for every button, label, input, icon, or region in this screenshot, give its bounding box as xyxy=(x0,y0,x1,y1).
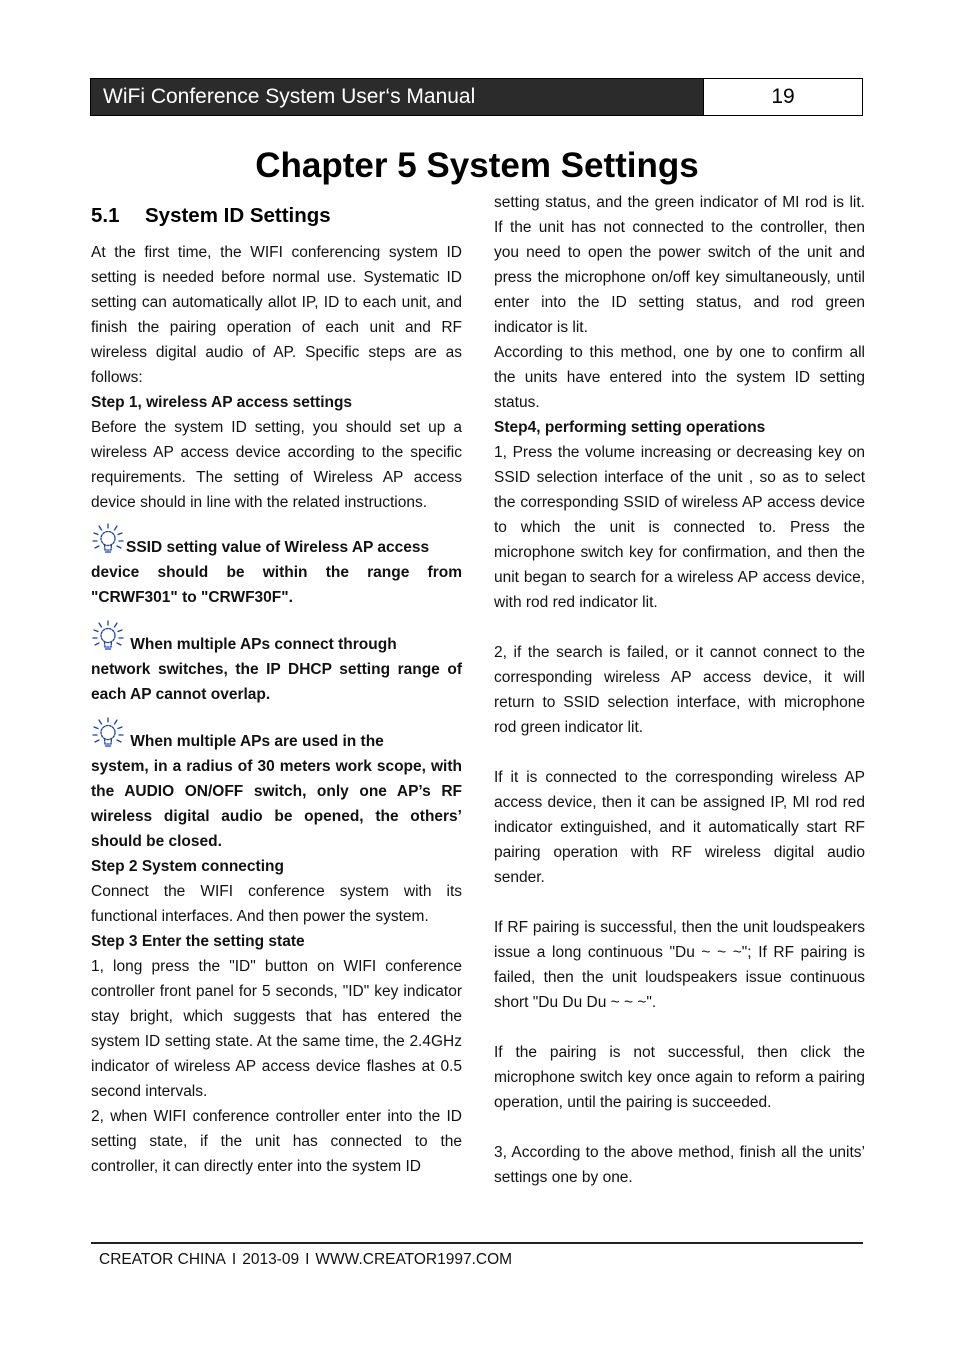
step4-paragraph-6: 3, According to the above method, finish all the units’ settings one by one. xyxy=(494,1144,865,1186)
step1-heading: Step 1, wireless AP access settings xyxy=(91,394,353,411)
paragraph-spacer xyxy=(494,1115,865,1140)
intro-paragraph: At the first time, the WIFI conferencing system ID setting is needed before normal use. Systematic ID setting can automatically allot IP, ID to each unit, and finish the pairing operation of each unit and RF wireless digital audio of AP. Specific steps are as follows: xyxy=(91,244,462,386)
lightbulb-tip-icon xyxy=(91,620,125,652)
step2-heading: Step 2 System connecting xyxy=(91,858,284,875)
footer-divider xyxy=(91,1242,863,1244)
step4-paragraph-1: 1, Press the volume increasing or decreasing key on SSID selection interface of the unit , so as to select the corresponding SSID of wireless AP access device to which the unit is connected to. Press the microphone switch key for confirmation, and then the unit began to search for a wireless AP access device, with rod red indicator lit. xyxy=(494,444,865,611)
confirm-paragraph: According to this method, one by one to confirm all the units have entered into the system ID setting status. xyxy=(494,344,865,411)
right-column xyxy=(494,190,865,1190)
note-audio-switch xyxy=(91,717,462,854)
footer-date: 2013-09 xyxy=(242,1251,300,1268)
note-dhcp-range xyxy=(91,620,462,707)
paragraph-spacer xyxy=(494,615,865,640)
chapter-title: Chapter 5 System Settings xyxy=(255,146,699,185)
section-title: System ID Settings xyxy=(145,204,331,227)
step3-paragraph-1: 1, long press the "ID" button on WIFI conference controller front panel for 5 seconds, "ID" key indicator stay bright, which suggests that has entered the system ID setting state. At the same time, the 2.4GHz indicator of wireless AP access device flashes at 0.5 second intervals. xyxy=(91,958,462,1100)
step4-paragraph-3: If it is connected to the corresponding wireless AP access device, then it can be assigned IP, MI rod red indicator extinguished, and it automatically start RF pairing operation with RF wireless digital audio sender. xyxy=(494,769,865,886)
left-column xyxy=(91,240,462,1179)
manual-title: WiFi Conference System User‘s Manual xyxy=(91,79,704,115)
section-number: 5.1 xyxy=(91,204,120,227)
step4-heading: Step4, performing setting operations xyxy=(494,419,766,436)
step3-paragraph-2: 2, when WIFI conference controller enter into the ID setting state, if the unit has connected to the controller, it can directly enter into the system ID xyxy=(91,1108,462,1175)
paragraph-spacer xyxy=(494,740,865,765)
lightbulb-tip-icon xyxy=(91,523,125,555)
page-header xyxy=(90,78,863,116)
paragraph-spacer xyxy=(494,1015,865,1040)
note1-body: device should be within the range from "CRWF301" to "CRWF30F". xyxy=(91,564,462,606)
page-number: 19 xyxy=(771,85,795,108)
lightbulb-tip-icon xyxy=(91,717,125,749)
note3-body: system, in a radius of 30 meters work scope, with the AUDIO ON/OFF switch, only one AP’s RF wireless digital audio be opened, the others’ should be closed. xyxy=(91,758,462,850)
step4-paragraph-2: 2, if the search is failed, or it cannot connect to the corresponding wireless AP access device, it will return to SSID selection interface, with microphone rod green indicator lit. xyxy=(494,644,865,736)
note1-lead: SSID setting value of Wireless AP access xyxy=(126,539,430,556)
section-heading xyxy=(91,202,331,230)
step1-body: Before the system ID setting, you should set up a wireless AP access device according to the specific requirements. The setting of Wireless AP access device should in line with the related instructions. xyxy=(91,419,462,511)
note2-lead: When multiple APs connect through xyxy=(126,636,397,653)
continued-paragraph: setting status, and the green indicator of MI rod is lit. If the unit has not connected to the controller, then you need to open the power switch of the unit and press the microphone on/off key simultaneously, until enter into the ID setting status, and rod green indicator is lit. xyxy=(494,194,865,336)
note-ssid-range xyxy=(91,523,462,610)
footer-separator: I xyxy=(305,1251,310,1268)
step4-paragraph-4: If RF pairing is successful, then the unit loudspeakers issue a long continuous "Du ~ ~ ~"; If RF pairing is failed, then the unit loudspeakers issue continuous short "Du Du Du ~ ~ ~". xyxy=(494,919,865,1011)
step2-body: Connect the WIFI conference system with its functional interfaces. And then power the system. xyxy=(91,883,462,925)
note2-body: network switches, the IP DHCP setting range of each AP cannot overlap. xyxy=(91,661,462,703)
footer-website: WWW.CREATOR1997.COM xyxy=(315,1251,513,1268)
page-footer xyxy=(99,1249,512,1271)
step3-heading: Step 3 Enter the setting state xyxy=(91,933,305,950)
paragraph-spacer xyxy=(494,890,865,915)
step4-paragraph-5: If the pairing is not successful, then click the microphone switch key once again to reform a pairing operation, until the pairing is succeeded. xyxy=(494,1044,865,1111)
footer-company: CREATOR CHINA xyxy=(99,1251,226,1268)
note3-lead: When multiple APs are used in the xyxy=(126,733,384,750)
footer-separator: I xyxy=(231,1251,237,1268)
